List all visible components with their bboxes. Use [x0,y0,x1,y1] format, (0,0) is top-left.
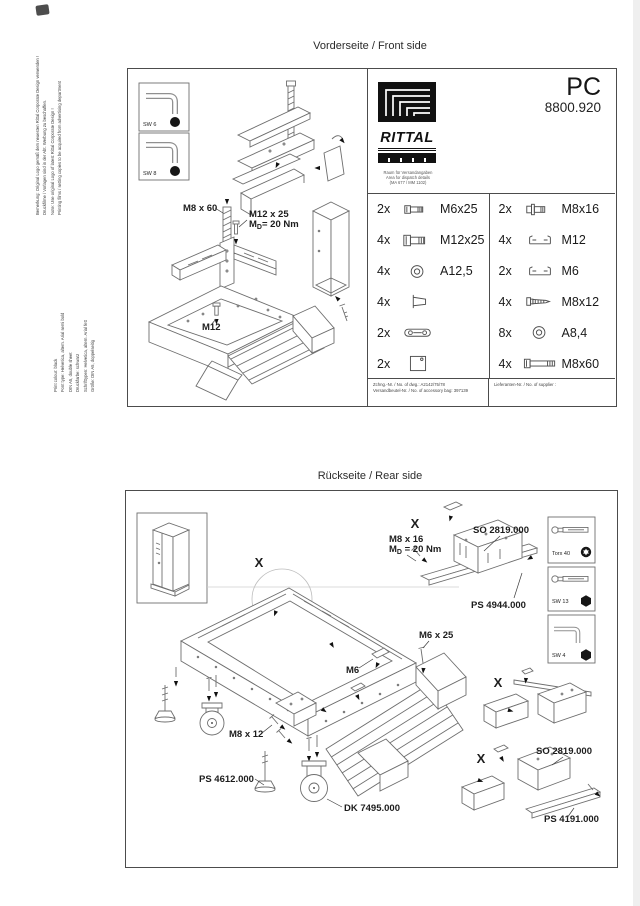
parts-row [368,348,489,379]
hex-socket-icon [170,117,180,127]
parts-qty: 4x [377,294,391,309]
parts-qty: 2x [377,202,391,217]
parts-label: M8x12 [561,294,600,309]
rittal-logo [378,82,436,163]
front-diagram-svg [128,69,367,406]
parts-row [490,348,615,379]
parts-qty: 2x [377,325,391,340]
parts-table [368,193,615,379]
margin-note-line: Printing films / setting copies to be acquired from advertising department [57,80,63,215]
detail-x-marker: X [476,751,486,766]
torque-m: M [389,544,397,555]
rear-panel [125,490,618,868]
margin-note-line: Druckfarbe: schwarz [75,353,81,392]
bolt-rod-label: M8 x 60 [183,203,218,214]
tool-size-label: SW 6 [143,122,157,128]
parts-column-left [368,194,489,379]
dispatch-note-line: Raum für Versandangaben [383,170,433,175]
torque-rest: = 20 Nm [261,219,299,230]
torque-m: M [249,219,257,230]
clip-nut-icon [523,263,557,280]
parts-qty: 4x [498,233,512,248]
front-tool-boxes [139,83,189,180]
supplier-number: Lieferanten-Nr. / No. of supplier : [494,382,557,387]
parts-row [490,317,615,348]
parts-qty: 2x [498,264,512,279]
titleblock-footer [368,378,615,406]
tool-size-label: SW 13 [552,599,569,605]
logo-rule [378,150,436,151]
scan-artifact-mark [35,4,49,16]
parts-label: M8x60 [561,356,600,371]
detail-x-marker: X [254,555,264,570]
hex-socket-icon [170,166,180,176]
bolt-flange-icon [523,201,557,218]
footer-right-cell [488,379,615,406]
angle-bracket-icon [401,293,435,310]
margin-note-line: Note: Use original Logo of latest Rittal Corporate Design ! [49,108,55,215]
margin-note-line: Font type: Helvetica, altern. Arial semi bold [60,312,66,392]
tool-size-label: SW 4 [552,653,566,659]
footer-left-cell [368,379,488,406]
margin-note-line: Bemerkung: Original Logo gemäß dem neuesten Rittal Corporate Design verwenden ! [35,55,40,215]
front-upper-assembly-drawing [233,81,346,215]
square-plate-icon [401,355,435,372]
front-base-frame-drawing [149,286,334,400]
washer-icon [401,263,435,280]
torque-sub: D [396,548,402,556]
link-plate-icon [401,324,435,341]
margin-note-line: Größe: DIN A5, doppelseitig [90,339,96,392]
clip-nut-icon [523,232,557,249]
nut-label: M12 [202,322,221,333]
part-number-label: PS 4944.000 [471,600,526,611]
rear-tool-boxes [548,517,595,663]
parts-label: M8x16 [561,202,600,217]
parts-row [368,225,489,256]
parts-label: M6x25 [440,202,478,217]
part-number-label: DK 7495.000 [344,803,400,814]
part-number-label: SO 2819.000 [473,525,529,536]
parts-row [368,256,489,287]
product-name: PC [566,73,601,101]
scan-edge-shadow [633,0,640,906]
bolt-label: M12 x 25 [249,209,289,220]
tool-size-label: Torx 40 [552,551,571,557]
dispatch-note [378,170,438,186]
brand-wordmark: RITTAL [378,130,436,149]
parts-row [490,225,615,256]
front-side-title: Vorderseite / Front side [313,40,427,52]
parts-qty: 2x [498,202,512,217]
part-number-label: PS 4612.000 [199,774,254,785]
parts-label: M12 [561,233,586,248]
margin-note-line: Schrifttypen: Helvetica, altern. Arial fett [82,320,88,392]
parts-qty: 4x [377,264,391,279]
parts-qty: 4x [377,233,391,248]
torque-rest: = 20 Nm [401,544,442,555]
dispatch-note-line: Area for dispatch details [386,175,430,181]
front-corner-post-drawing [313,202,349,321]
parts-label: M6 [561,264,579,279]
detail-x-marker: X [410,516,420,531]
rear-side-title: Rückseite / Rear side [317,470,423,482]
nut-label: M6 [346,665,360,676]
parts-row [490,256,615,287]
parts-label: A12,5 [440,264,473,279]
screw-label: M6 x 25 [419,630,454,641]
parts-row [490,194,615,225]
parts-qty: 4x [498,294,512,309]
screw-label: M8 x 12 [229,729,264,740]
torque-label [389,544,441,556]
torque-sub: D [256,223,262,231]
parts-column-right [489,194,615,379]
parts-label: M12x25 [440,233,485,248]
ratchet-wrench-icon [552,576,558,582]
model-number: 8800.920 [544,100,601,115]
parts-row [368,194,489,225]
front-panel [127,68,617,407]
ratchet-wrench-icon [552,527,558,533]
part-number-label: PS 4191.000 [544,814,599,825]
drawing-number: Zchng.-Nr. / No. of dwg.: A2142/75/78 [373,382,445,387]
bolt-socket-m6-icon [401,201,435,218]
bolt-socket-long-icon [523,355,557,372]
parts-label: A8,4 [561,325,588,340]
screw-tapping-icon [523,293,557,310]
detail-x-marker: X [493,675,503,690]
parts-row [490,286,615,317]
parts-row [368,317,489,348]
margin-note-line: Druckfilme / Vorlagen sind in der Abt. Werbung zu beschaffen. [42,99,48,215]
bolt16-label: M8 x 16 [389,534,424,545]
bolt-socket-m12-icon [401,232,435,249]
parts-qty: 8x [498,325,512,340]
rear-diagram-svg [126,491,615,865]
rittal-logo-mark [378,82,436,122]
accessory-bag-number: Versandbeutel-Nr. / No. of accessory bag: 397139 [373,387,469,393]
torque-label [249,219,299,231]
margin-note-block-print [52,232,96,392]
parts-qty: 2x [377,356,391,371]
part-number-label: SO 2819.000 [536,746,592,757]
parts-row [368,286,489,317]
margin-note-line: Print colour: black [53,358,58,392]
margin-note-block-logo [34,55,64,215]
parts-qty: 4x [498,356,512,371]
margin-note-line: DIN A5, double sheet [67,352,73,392]
product-id-block [545,74,601,115]
washer-icon [523,324,557,341]
tool-size-label: SW 8 [143,171,157,177]
logo-bar [378,153,436,163]
dispatch-note-line: (MA 677 / MM 1102) [389,180,427,186]
torx-socket-icon [581,547,591,557]
